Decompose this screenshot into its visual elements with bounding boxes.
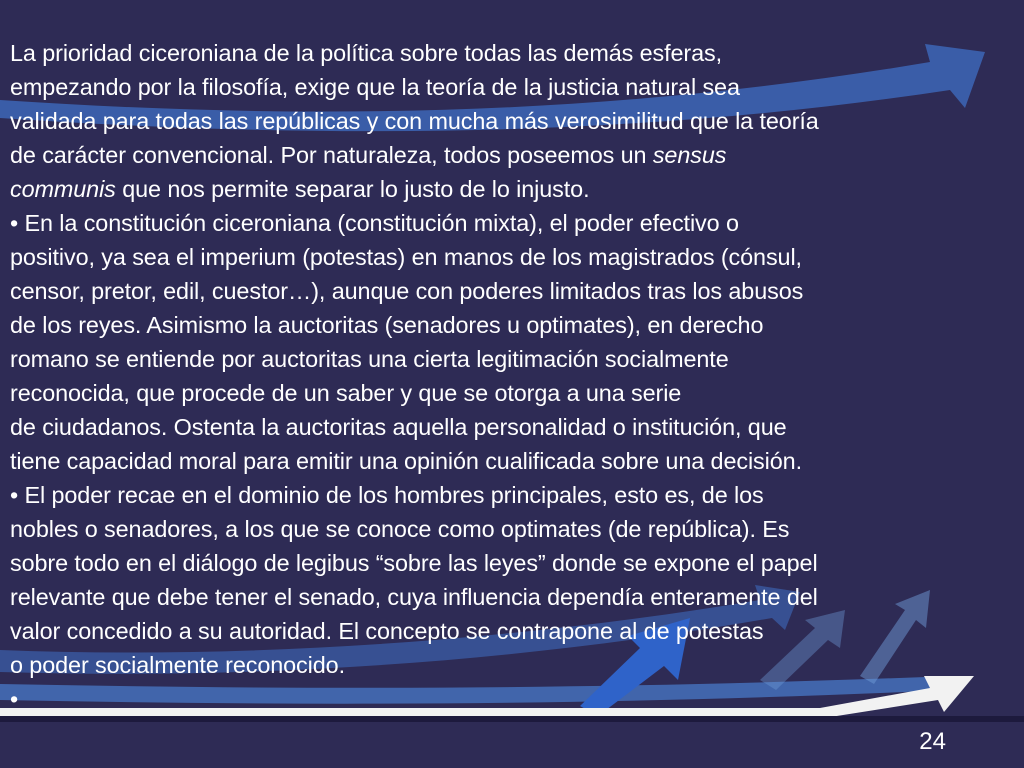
paragraph [10,36,1010,206]
text-line [10,138,1010,172]
paragraph [10,206,1010,478]
text-run: tiene capacidad moral para emitir una opinión cualificada sobre una decisión. [10,448,802,474]
text-line [10,410,1010,444]
text-run: censor, pretor, edil, cuestor…), aunque con poderes limitados tras los abusos [10,278,804,304]
text-run: • En la constitución ciceroniana (constitución mixta), el poder efectivo o [10,210,739,236]
text-line [10,36,1010,70]
text-line [10,648,1010,682]
text-run: • El poder recae en el dominio de los hombres principales, esto es, de los [10,482,764,508]
text-line [10,614,1010,648]
text-run: nobles o senadores, a los que se conoce como optimates (de república). Es [10,516,790,542]
text-run: valor concedido a su autoridad. El concepto se contrapone al de potestas [10,618,764,644]
text-run: empezando por la filosofía, exige que la teoría de la justicia natural sea [10,74,740,100]
text-run: • [10,686,19,712]
text-run: La prioridad ciceroniana de la política sobre todas las demás esferas, [10,40,723,66]
paragraph [10,682,1010,716]
text-line [10,546,1010,580]
text-run: validada para todas las repúblicas y con mucha más verosimilitud que la teoría [10,108,819,134]
text-run: sobre todo en el diálogo de legibus “sobre las leyes” donde se expone el papel [10,550,818,576]
text-line [10,376,1010,410]
paragraph [10,478,1010,682]
text-line [10,682,1010,716]
text-line [10,240,1010,274]
text-run: o poder socialmente reconocido. [10,652,345,678]
text-line [10,580,1010,614]
text-run: de ciudadanos. Ostenta la auctoritas aquella personalidad o institución, que [10,414,787,440]
text-line [10,70,1010,104]
italic-text: sensus [652,142,727,168]
slide-number: 24 [919,728,946,755]
text-line [10,172,1010,206]
text-run: de carácter convencional. Por naturaleza, todos poseemos un [10,142,653,168]
text-run: de los reyes. Asimismo la auctoritas (senadores u optimates), en derecho [10,312,764,338]
text-line [10,512,1010,546]
slide-body-text [10,36,1010,716]
text-run: reconocida, que procede de un saber y que se otorga a una serie [10,380,682,406]
text-run: que nos permite separar lo justo de lo injusto. [115,176,590,202]
text-line [10,444,1010,478]
text-run: positivo, ya sea el imperium (potestas) en manos de los magistrados (cónsul, [10,244,802,270]
text-run: relevante que debe tener el senado, cuya influencia dependía enteramente del [10,584,818,610]
text-line [10,206,1010,240]
text-line [10,478,1010,512]
text-line [10,308,1010,342]
italic-text: communis [10,176,116,202]
text-line [10,274,1010,308]
text-run: romano se entiende por auctoritas una cierta legitimación socialmente [10,346,729,372]
footer-bar [0,716,1024,722]
text-line [10,104,1010,138]
text-line [10,342,1010,376]
